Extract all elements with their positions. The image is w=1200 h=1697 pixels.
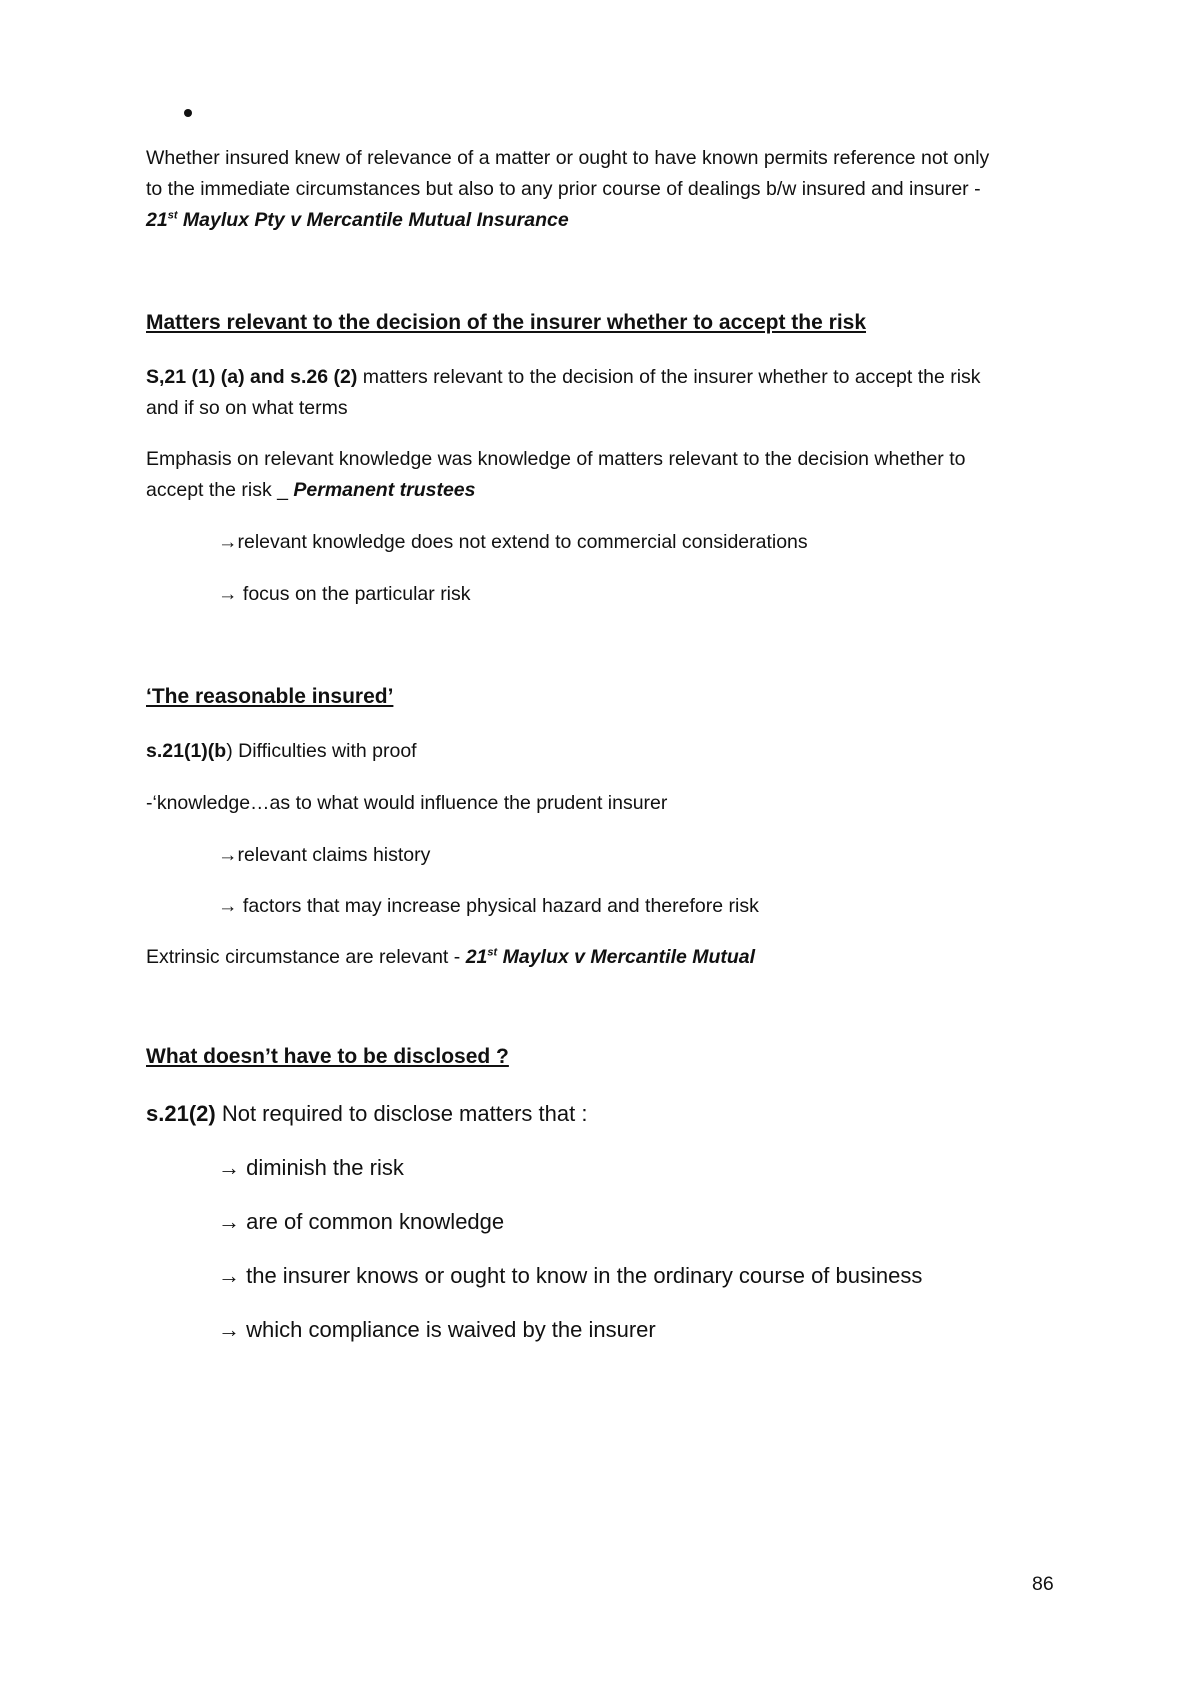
intro-case-citation xyxy=(146,205,569,236)
section3-arrow-item-3: → the insurer knows or ought to know in the ordinary course of business xyxy=(218,1263,923,1288)
section2-arrow-item-1: →relevant claims history xyxy=(218,844,431,866)
case-name: Permanent trustees xyxy=(293,479,476,501)
case-name: Maylux v Mercantile Mutual xyxy=(497,946,756,968)
case-number: 21 xyxy=(146,209,168,231)
section-heading-matters-relevant: Matters relevant to the decision of the insurer whether to accept the risk xyxy=(146,311,867,334)
section1-arrow-item-1: →relevant knowledge does not extend to commercial considerations xyxy=(218,531,808,553)
case-number-suffix: st xyxy=(167,209,178,222)
section2-paragraph-3 xyxy=(146,942,755,973)
section3-paragraph-1 xyxy=(146,1098,587,1129)
section3-arrow-item-4: → which compliance is waived by the insurer xyxy=(218,1317,656,1342)
section3-arrow-item-1: → diminish the risk xyxy=(218,1155,404,1180)
statute-reference: S,21 (1) (a) and s.26 (2) xyxy=(146,366,358,388)
page-number: 86 xyxy=(1032,1573,1054,1595)
paragraph-text: Extrinsic circumstance are relevant - xyxy=(146,946,466,968)
statute-reference: s.21(2) xyxy=(146,1101,216,1126)
intro-line-1: Whether insured knew of relevance of a matter or ought to have known permits reference not only xyxy=(146,147,990,169)
paragraph-text: accept the risk _ xyxy=(146,479,294,501)
section1-paragraph-2-line-2 xyxy=(146,475,475,506)
paragraph-text: ) Difficulties with proof xyxy=(226,740,417,762)
section2-paragraph-2: -‘knowledge…as to what would influence the prudent insurer xyxy=(146,792,668,814)
section-heading-reasonable-insured: ‘The reasonable insured’ xyxy=(146,685,394,708)
section3-arrow-item-2: → are of common knowledge xyxy=(218,1209,505,1234)
bullet-point xyxy=(184,109,192,117)
section-heading-not-disclosed: What doesn’t have to be disclosed ? xyxy=(146,1045,509,1068)
case-name: Maylux Pty v Mercantile Mutual Insurance xyxy=(177,209,569,231)
statute-reference: s.21(1)(b xyxy=(146,740,227,762)
section2-arrow-item-2: → factors that may increase physical hazard and therefore risk xyxy=(218,895,759,917)
section1-arrow-item-2: → focus on the particular risk xyxy=(218,583,471,605)
case-number: 21 xyxy=(465,946,488,968)
section1-paragraph-2-line-1: Emphasis on relevant knowledge was knowledge of matters relevant to the decision whether to xyxy=(146,448,966,470)
section1-paragraph-1-line-2: and if so on what terms xyxy=(146,397,348,419)
section2-paragraph-1 xyxy=(146,736,417,767)
paragraph-text: matters relevant to the decision of the insurer whether to accept the risk xyxy=(357,366,981,388)
paragraph-text: Not required to disclose matters that : xyxy=(215,1101,588,1126)
case-number-suffix: st xyxy=(487,946,498,959)
section1-paragraph-1-line-1 xyxy=(146,362,981,393)
intro-line-2: to the immediate circumstances but also to any prior course of dealings b/w insured and insurer - xyxy=(146,178,981,200)
